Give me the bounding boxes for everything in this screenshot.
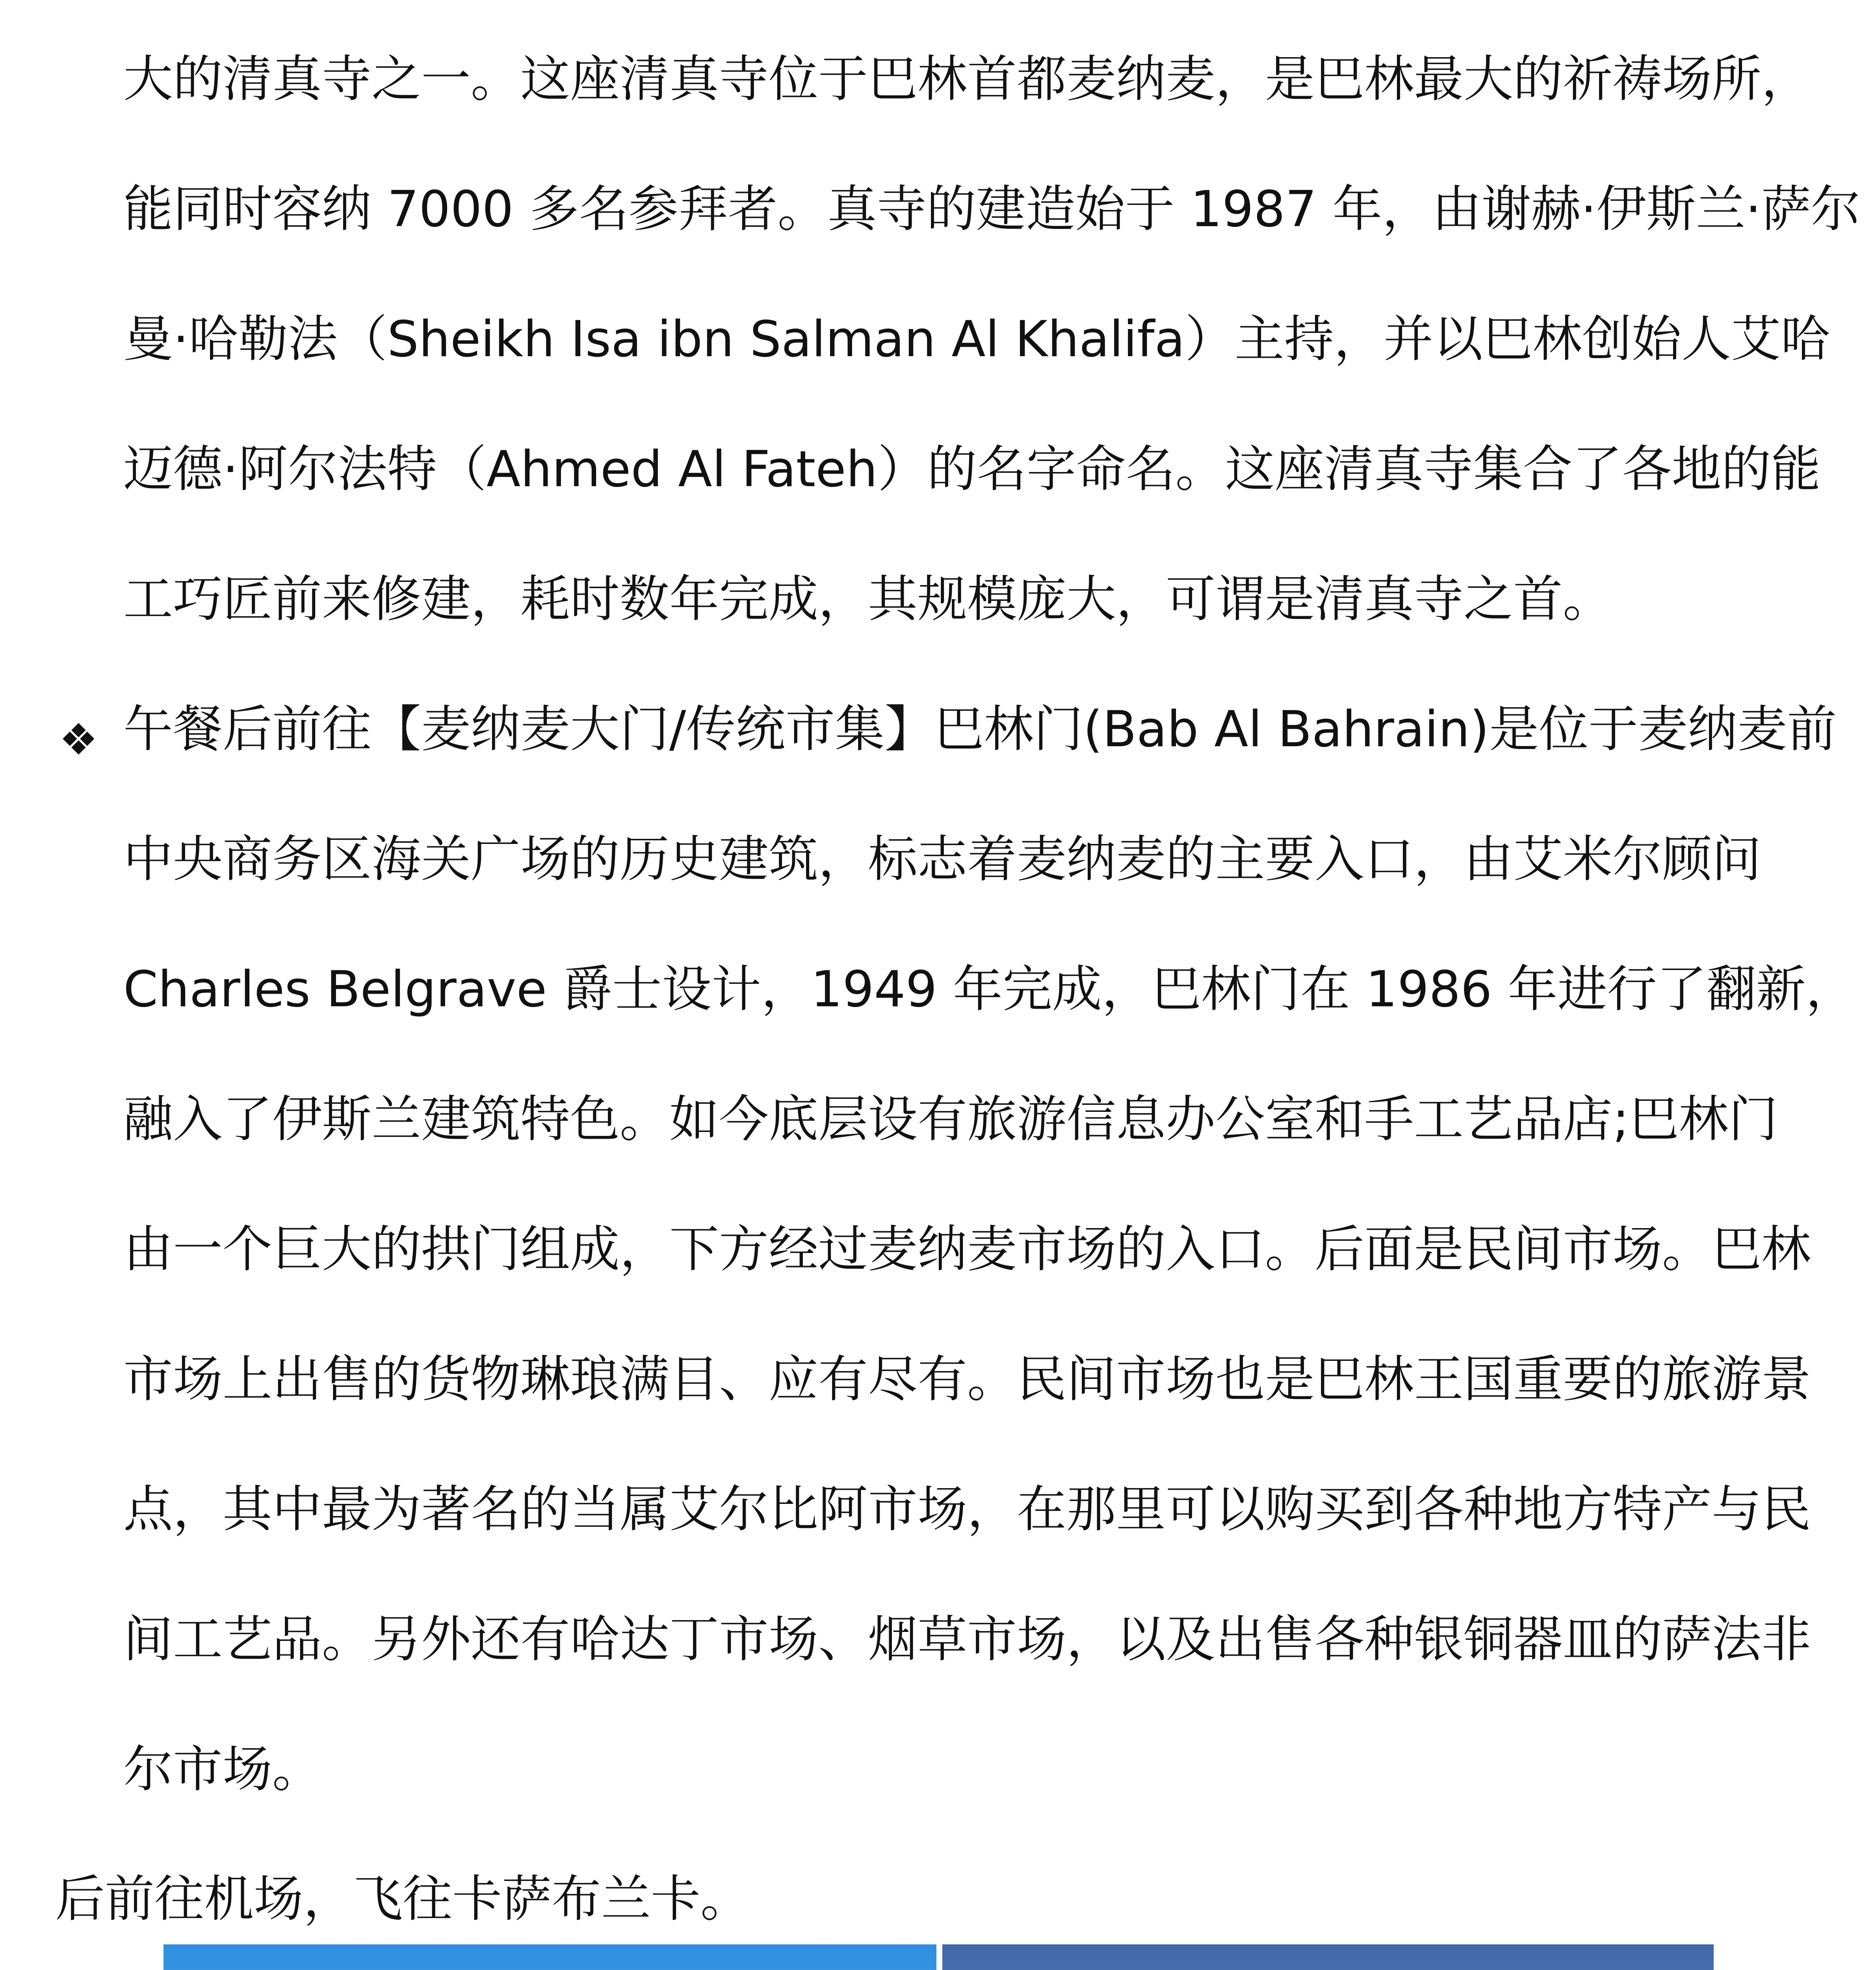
text-line: 融入了伊斯兰建筑特色。如今底层设有旅游信息办公室和手工艺品店;巴林门 (123, 1090, 1778, 1148)
text-line: 迈德·阿尔法特（Ahmed Al Fateh）的名字命名。这座清真寺集合了各地的能 (123, 440, 1821, 498)
text-line: 大的清真寺之一。这座清真寺位于巴林首都麦纳麦，是巴林最大的祈祷场所， (123, 50, 1811, 108)
text-line: Charles Belgrave 爵士设计，1949 年完成，巴林门在 1986 年进行了翻新， (123, 960, 1856, 1018)
diamond-bullet-icon: ❖ (59, 714, 98, 765)
text-line: 工巧匠前来修建，耗时数年完成，其规模庞大，可谓是清真寺之首。 (123, 570, 1612, 628)
text-line: 点，其中最为著名的当属艾尔比阿市场，在那里可以购买到各种地方特产与民 (123, 1480, 1811, 1538)
text-line: 尔市场。 (123, 1740, 322, 1798)
text-line: 能同时容纳 7000 多名参拜者。真寺的建造始于 1987 年，由谢赫·伊斯兰·萨尔 (123, 180, 1861, 238)
mosque-photo (942, 1944, 1714, 1970)
skyline-photo (163, 1944, 936, 1970)
text-line: 午餐后前往【麦纳麦大门/传统市集】巴林门(Bab Al Bahrain)是位于麦纳麦前 (123, 700, 1837, 758)
text-line: 间工艺品。另外还有哈达丁市场、烟草市场，以及出售各种银铜器皿的萨法非 (123, 1610, 1811, 1668)
text-line: 中央商务区海关广场的历史建筑，标志着麦纳麦的主要入口，由艾米尔顾问 (123, 830, 1761, 888)
text-line: 曼·哈勒法（Sheikh Isa ibn Salman Al Khalifa）主持，并以巴林创始人艾哈 (123, 310, 1830, 368)
closing-line: 后前往机场，飞往卡萨布兰卡。 (55, 1870, 750, 1928)
text-line: 市场上出售的货物琳琅满目、应有尽有。民间市场也是巴林王国重要的旅游景 (123, 1350, 1811, 1408)
text-line: 由一个巨大的拱门组成，下方经过麦纳麦市场的入口。后面是民间市场。巴林 (123, 1220, 1811, 1278)
